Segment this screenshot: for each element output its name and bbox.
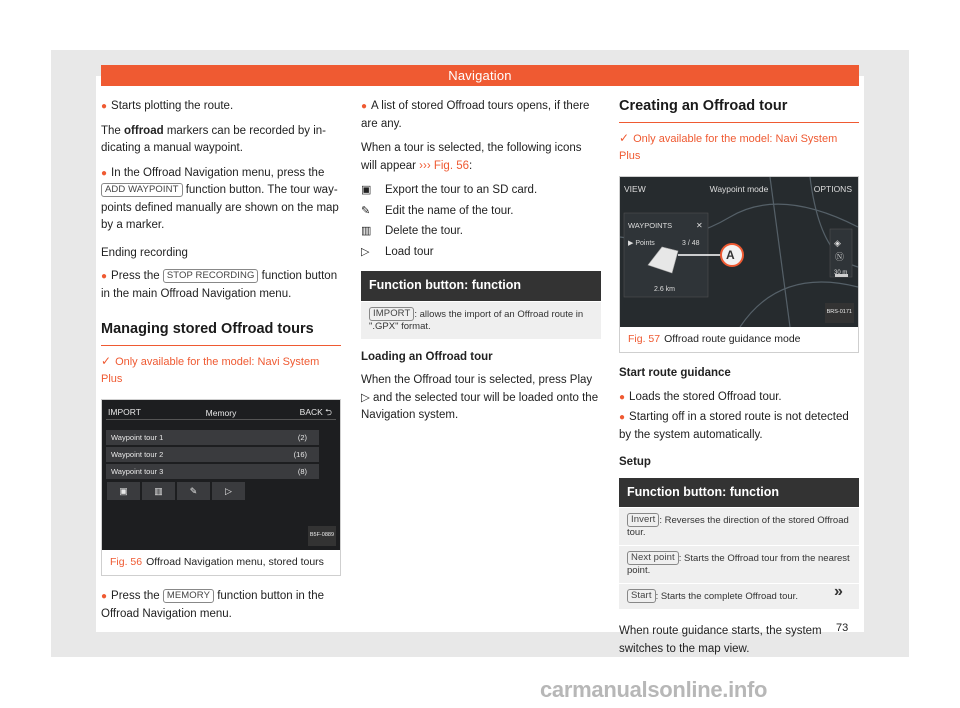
- table-row: Start : Starts the complete Offroad tour.: [619, 583, 859, 609]
- trash-icon: ▥: [361, 225, 372, 237]
- waypoint-row: Waypoint tour 1 (2): [106, 430, 319, 445]
- model-note: ✓ Only available for the model: Navi System Plus: [101, 353, 320, 385]
- list-item: ▣ Export the tour to an SD card.: [361, 182, 600, 200]
- bullet-paragraph: ● Press the STOP RECORDING function button in the main Offroad Navigation menu.: [101, 270, 338, 300]
- invert-key: Invert: [627, 513, 659, 527]
- figure-code: B5F-0889: [308, 526, 336, 546]
- pencil-icon: ✎: [177, 482, 210, 500]
- check-icon: ✓: [619, 130, 630, 145]
- bullet-paragraph: ● Starts plotting the route.: [101, 100, 234, 112]
- function-table: [619, 478, 859, 610]
- subheading-loading: Loading an Offroad tour: [361, 350, 493, 363]
- bullet-paragraph: ● In the Offroad Navigation menu, press the ADD WAYPOINT function button. The tour way-points defined manually are shown on the map by a marker.: [101, 166, 339, 231]
- figure-reference-link[interactable]: ››› Fig. 56: [419, 159, 470, 172]
- paragraph: The offroad markers can be recorded by in-dicating a manual waypoint.: [101, 124, 326, 154]
- continue-mark: »: [834, 583, 843, 600]
- memory-key: MEMORY: [163, 589, 214, 603]
- section-title-creating: Creating an Offroad tour: [619, 98, 788, 114]
- points-count: 3 / 48: [682, 239, 700, 247]
- figure-caption: Fig. 56 Offroad Navigation menu, stored tours: [110, 555, 324, 568]
- figure-caption: Fig. 57 Offroad route guidance mode: [628, 332, 801, 345]
- close-icon: ✕: [696, 220, 703, 230]
- add-waypoint-key: ADD WAYPOINT: [101, 183, 183, 197]
- pencil-icon: ✎: [361, 204, 371, 217]
- waypoint-row: Waypoint tour 2 (16): [106, 447, 319, 462]
- map-view-button: VIEW: [624, 183, 646, 194]
- figure-56: [101, 399, 341, 577]
- map-screen: [620, 177, 858, 327]
- bullet-icon: ●: [101, 167, 108, 179]
- north-icon: Ⓝ: [835, 251, 845, 262]
- points-row: ▶ Points: [628, 239, 655, 247]
- screen-icon-bar: [107, 482, 247, 500]
- watermark: carmanualsonline.info: [540, 677, 768, 702]
- marker-label: A: [726, 247, 735, 262]
- list-item: ✎ Edit the name of the tour.: [361, 203, 600, 221]
- table-row: Next point : Starts the Offroad tour from the nearest point.: [619, 545, 859, 583]
- list-item: ▥ Delete the tour.: [361, 223, 600, 241]
- bullet-paragraph: ● Loads the stored Offroad tour.: [619, 390, 782, 403]
- bullet-icon: ●: [101, 101, 108, 112]
- section-rule: [101, 345, 341, 346]
- start-key: Start: [627, 589, 656, 603]
- distance: 2.6 km: [654, 285, 676, 293]
- waypoints-panel-title: WAYPOINTS: [628, 220, 673, 230]
- figure-57: [619, 176, 859, 354]
- page-number: 73: [836, 622, 849, 634]
- subheading-ending-recording: Ending recording: [101, 246, 188, 259]
- section-rule: [619, 122, 859, 123]
- map-graphic: [620, 177, 858, 327]
- bullet-paragraph: ● Starting off in a stored route is not detected by the system automatically.: [619, 411, 849, 441]
- bullet-paragraph: ● A list of stored Offroad tours opens, if there are any.: [361, 100, 590, 130]
- subheading-setup: Setup: [619, 456, 651, 468]
- waypoint-row: Waypoint tour 3 (8): [106, 464, 319, 479]
- paragraph: When a tour is selected, the following icons will appear ››› Fig. 56:: [361, 142, 582, 172]
- section-title-managing: Managing stored Offroad tours: [101, 321, 314, 337]
- list-item: ▷ Load tour: [361, 244, 600, 262]
- bullet-icon: ●: [101, 271, 108, 282]
- stop-recording-key: STOP RECORDING: [163, 269, 259, 283]
- play-icon: ▷: [361, 245, 370, 258]
- page-header: Navigation: [101, 65, 859, 86]
- map-options-button: OPTIONS: [813, 183, 852, 194]
- trash-icon: ▥: [142, 482, 175, 500]
- screen-import-button: IMPORT: [108, 406, 141, 417]
- bullet-icon: ●: [101, 591, 108, 602]
- screen-back-button: BACK ⮌: [299, 406, 332, 417]
- next-point-key: Next point: [627, 551, 679, 565]
- memory-screen: [102, 400, 340, 550]
- save-icon: ▣: [361, 184, 372, 196]
- bullet-paragraph: ● Press the MEMORY function button in the Offroad Navigation menu.: [101, 590, 324, 620]
- offroad-term: offroad: [124, 124, 164, 137]
- table-row: Invert : Reverses the direction of the stored Offroad tour.: [619, 507, 859, 545]
- bullet-icon: ●: [361, 101, 368, 112]
- paragraph: When the Offroad tour is selected, press Play ▷ and the selected tour will be loaded onto the Navigation system.: [361, 374, 599, 421]
- model-note: ✓ Only available for the model: Navi System Plus: [619, 130, 838, 162]
- column-2: [361, 98, 600, 432]
- play-icon: ▷: [212, 482, 245, 500]
- screen-title: Memory: [205, 407, 237, 418]
- import-key: IMPORT: [369, 307, 414, 321]
- figure-code: BRS-0171: [825, 303, 854, 323]
- paragraph: When route guidance starts, the system switches to the map view.: [619, 625, 822, 655]
- function-table: [361, 271, 601, 339]
- check-icon: ✓: [101, 353, 112, 368]
- table-row: IMPORT : allows the import of an Offroad route in ".GPX" format.: [361, 301, 601, 339]
- save-icon: ▣: [107, 482, 140, 500]
- icon-list: [361, 182, 600, 261]
- table-header: Function button: function: [619, 478, 859, 508]
- column-1: [101, 98, 341, 630]
- bullet-icon: ●: [619, 412, 626, 423]
- subheading-start-guidance: Start route guidance: [619, 367, 731, 379]
- bullet-icon: ●: [619, 391, 626, 403]
- map-mode-title: Waypoint mode: [709, 183, 769, 194]
- map-scale: 30 m: [834, 269, 848, 276]
- compass-icon: ◈: [834, 237, 841, 248]
- column-3: [619, 98, 859, 665]
- table-header: Function button: function: [361, 271, 601, 301]
